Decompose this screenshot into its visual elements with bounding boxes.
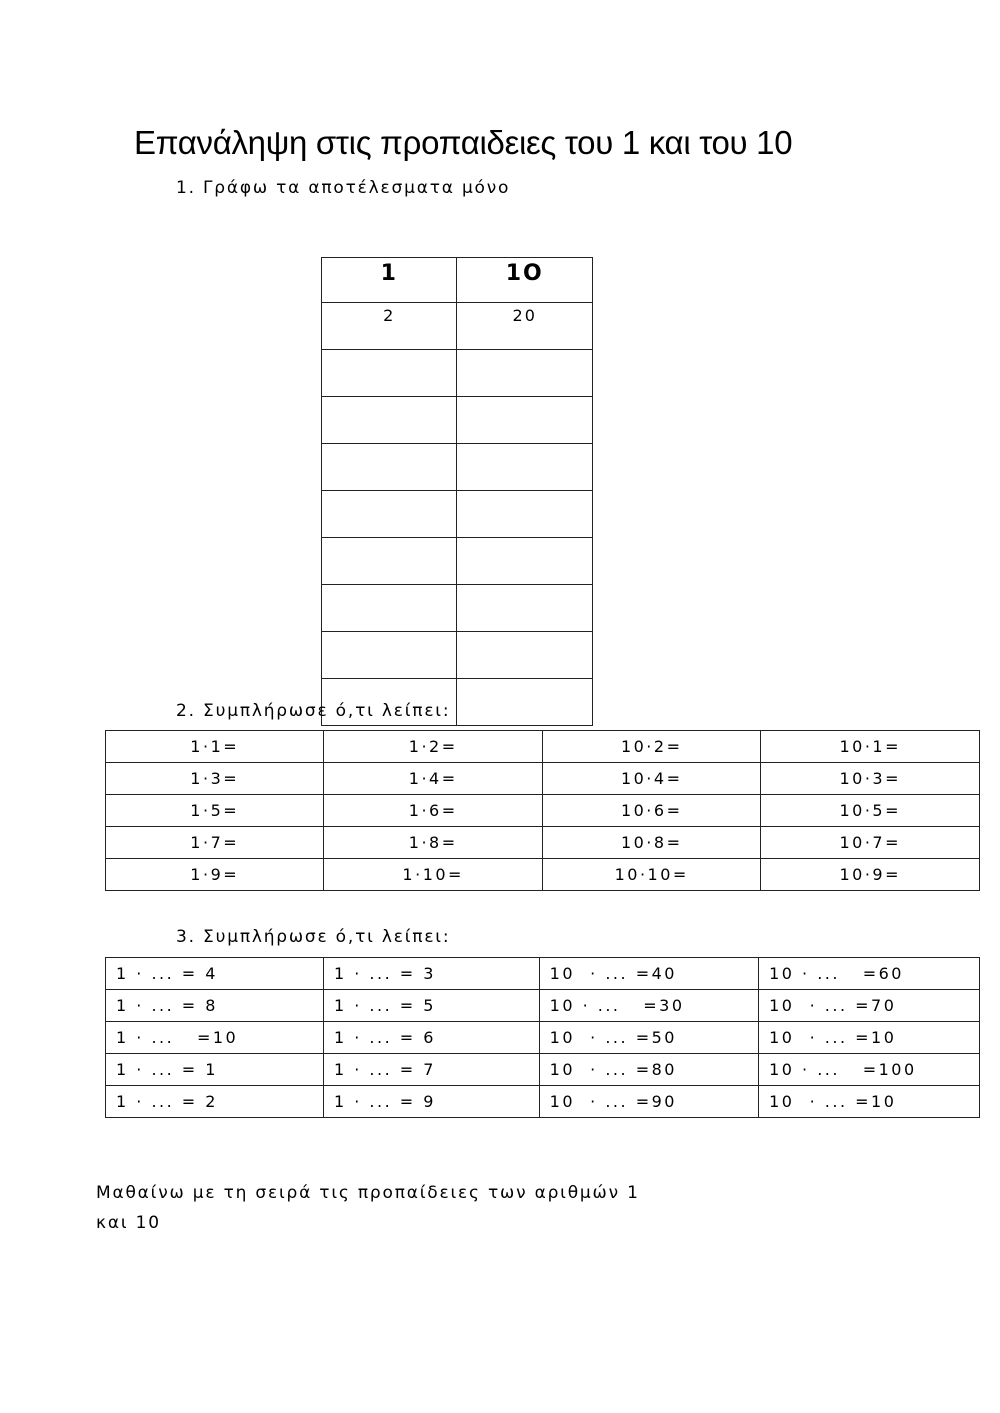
equation-cell[interactable]: 1·7=	[106, 827, 324, 859]
table-row	[106, 731, 980, 763]
equation-cell[interactable]: 1 · ... =10	[106, 1022, 324, 1054]
answer-cell[interactable]	[457, 397, 593, 444]
equation-cell[interactable]: 10 · ... =80	[539, 1054, 758, 1086]
equation-cell[interactable]: 10·1=	[761, 731, 980, 763]
table-row	[322, 538, 593, 585]
equation-cell[interactable]: 1·5=	[106, 795, 324, 827]
answer-cell[interactable]	[322, 397, 457, 444]
table-row	[322, 632, 593, 679]
equation-cell[interactable]: 1·9=	[106, 859, 324, 891]
table-row	[106, 763, 980, 795]
table-row	[106, 1086, 980, 1118]
answer-cell[interactable]	[322, 538, 457, 585]
answer-cell[interactable]	[457, 632, 593, 679]
answer-cell[interactable]	[322, 632, 457, 679]
answer-cell[interactable]	[322, 444, 457, 491]
equation-cell[interactable]: 1 · ... = 5	[323, 990, 539, 1022]
table-row	[106, 795, 980, 827]
equation-cell[interactable]: 10·9=	[761, 859, 980, 891]
worksheet-title: Επανάληψη στις προπαιδειες του 1 και του 10	[134, 124, 793, 161]
equation-cell[interactable]: 10 · ... =70	[759, 990, 980, 1022]
equation-cell[interactable]: 1 · ... = 1	[106, 1054, 324, 1086]
equation-cell[interactable]: 1·4=	[324, 763, 542, 795]
equation-cell[interactable]: 1·1=	[106, 731, 324, 763]
multiplication-table	[105, 730, 980, 891]
equation-cell[interactable]: 1 · ... = 7	[323, 1054, 539, 1086]
table-row	[106, 958, 980, 990]
equation-cell[interactable]: 10 · ... =40	[539, 958, 758, 990]
answer-cell[interactable]	[457, 538, 593, 585]
equation-cell[interactable]: 10·5=	[761, 795, 980, 827]
equation-cell[interactable]: 10 · ... =30	[539, 990, 758, 1022]
equation-cell[interactable]: 10 · ... =50	[539, 1022, 758, 1054]
equation-cell[interactable]: 10·2=	[542, 731, 761, 763]
column-header-10: 1O	[457, 258, 593, 303]
footer-text-line1: Μαθαίνω με τη σειρά τις προπαίδειες των αριθμών 1	[96, 1183, 640, 1203]
equation-cell[interactable]: 10·3=	[761, 763, 980, 795]
equation-cell[interactable]: 10·7=	[761, 827, 980, 859]
equation-cell[interactable]: 10·6=	[542, 795, 761, 827]
equation-cell[interactable]: 1 · ... = 2	[106, 1086, 324, 1118]
table-row	[322, 303, 593, 350]
table-row	[322, 397, 593, 444]
answer-cell[interactable]	[322, 491, 457, 538]
table-header-row	[322, 258, 593, 303]
table-row	[322, 350, 593, 397]
column-header-1: 1	[322, 258, 457, 303]
missing-factor-table	[105, 957, 980, 1118]
equation-cell[interactable]: 1·3=	[106, 763, 324, 795]
section3-heading: 3. Συμπλήρωσε ό,τι λείπει:	[176, 927, 451, 947]
section1-heading: 1. Γράφω τα αποτέλεσματα μόνο	[176, 178, 511, 198]
answer-cell[interactable]: 2	[322, 303, 457, 350]
equation-cell[interactable]: 10 · ... =60	[759, 958, 980, 990]
equation-cell[interactable]: 10·8=	[542, 827, 761, 859]
table-row	[106, 990, 980, 1022]
equation-cell[interactable]: 1·6=	[324, 795, 542, 827]
answer-cell[interactable]	[457, 350, 593, 397]
answer-cell[interactable]	[457, 444, 593, 491]
equation-cell[interactable]: 1·10=	[324, 859, 542, 891]
equation-cell[interactable]: 1 · ... = 9	[323, 1086, 539, 1118]
answer-cell[interactable]	[322, 585, 457, 632]
equation-cell[interactable]: 1 · ... = 8	[106, 990, 324, 1022]
equation-cell[interactable]: 10 · ... =10	[759, 1022, 980, 1054]
answer-cell[interactable]	[457, 585, 593, 632]
table-row	[106, 1054, 980, 1086]
table-row	[322, 491, 593, 538]
equation-cell[interactable]: 1 · ... = 3	[323, 958, 539, 990]
equation-cell[interactable]: 1·8=	[324, 827, 542, 859]
equation-cell[interactable]: 1 · ... = 6	[323, 1022, 539, 1054]
results-table	[321, 257, 593, 726]
equation-cell[interactable]: 1·2=	[324, 731, 542, 763]
answer-cell[interactable]	[322, 350, 457, 397]
equation-cell[interactable]: 10 · ... =10	[759, 1086, 980, 1118]
equation-cell[interactable]: 10 · ... =100	[759, 1054, 980, 1086]
answer-cell[interactable]: 20	[457, 303, 593, 350]
table-row	[322, 444, 593, 491]
table-row	[322, 585, 593, 632]
equation-cell[interactable]: 10·10=	[542, 859, 761, 891]
table-row	[106, 1022, 980, 1054]
answer-cell[interactable]	[457, 679, 593, 726]
section2-heading: 2. Συμπλήρωσε ό,τι λείπει:	[176, 701, 451, 721]
table-row	[106, 827, 980, 859]
table-row	[106, 859, 980, 891]
equation-cell[interactable]: 10·4=	[542, 763, 761, 795]
equation-cell[interactable]: 10 · ... =90	[539, 1086, 758, 1118]
equation-cell[interactable]: 1 · ... = 4	[106, 958, 324, 990]
footer-text-line2: και 10	[96, 1213, 161, 1233]
answer-cell[interactable]	[457, 491, 593, 538]
